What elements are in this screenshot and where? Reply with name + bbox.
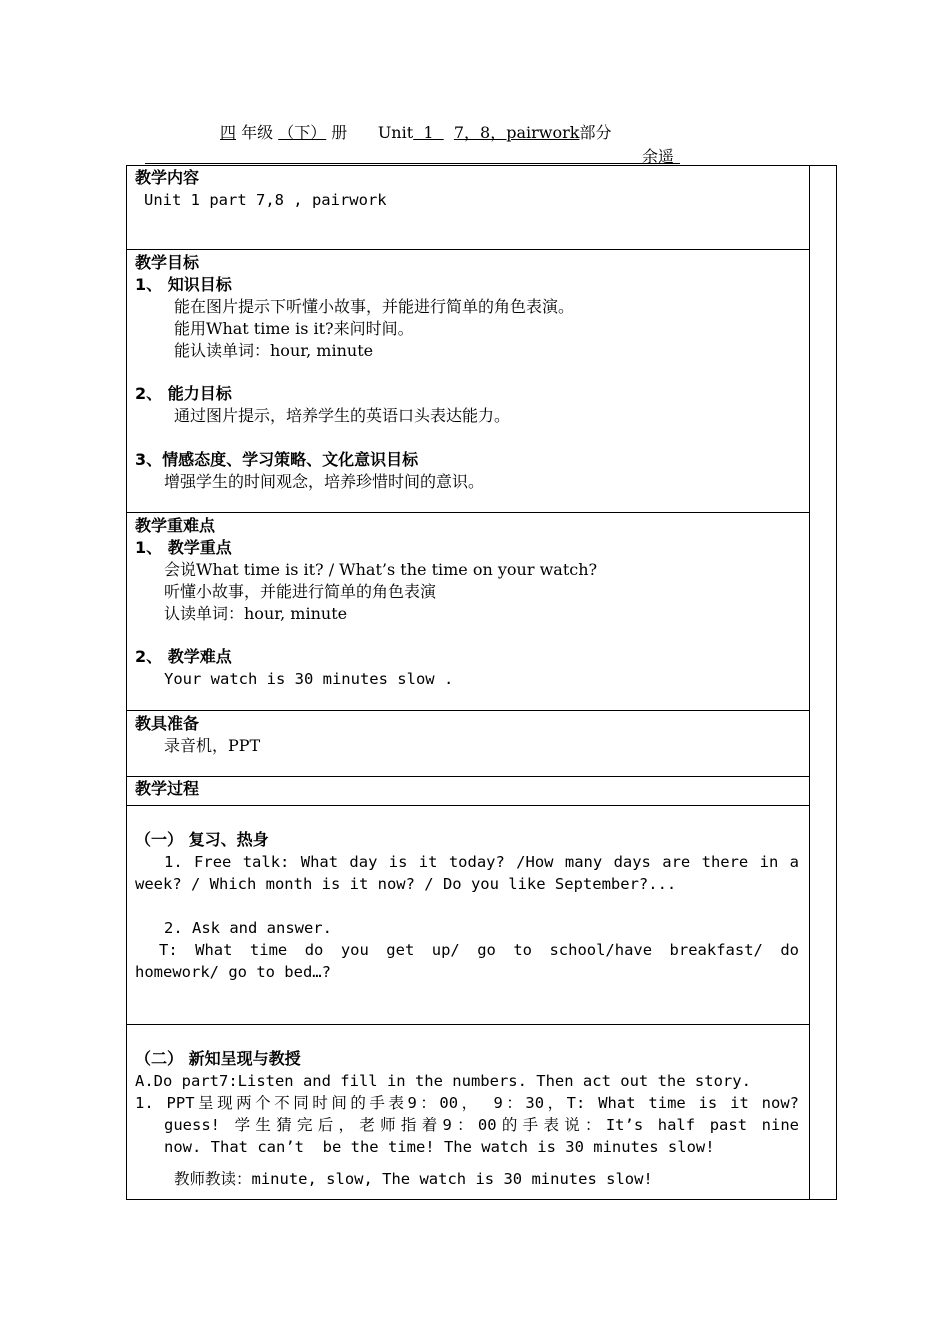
- content-heading: 教学内容: [135, 168, 200, 187]
- header-rule: [145, 163, 680, 164]
- goals-heading: 教学目标: [135, 253, 200, 272]
- section-content: [126, 165, 809, 250]
- presentation-title: （二） 新知呈现与教授: [135, 1049, 301, 1068]
- grade-value: 四: [220, 123, 237, 142]
- section-process-header: [126, 777, 809, 806]
- header-title-line: [220, 120, 611, 143]
- section-warmup: [126, 806, 809, 1025]
- knowledge-goal-item: 能认读单词：hour, minute: [174, 341, 374, 360]
- difficulty-title: 2、 教学难点: [135, 647, 232, 666]
- knowledge-goal-item: 能在图片提示下听懂小故事，并能进行简单的角色表演。: [174, 297, 575, 316]
- parts-suffix: 部分: [579, 123, 612, 142]
- warmup-item1-line2: week? / Which month is it now? / Do you like September?...: [135, 875, 677, 893]
- step1-line1: 1. PPT呈现两个不同时间的手表9：00， 9：30，T: What time is it now?: [135, 1094, 799, 1112]
- grade-suffix: 年级: [236, 123, 279, 142]
- teacher-reads-line: 教师教读：minute, slow, The watch is 30 minutes slow!: [174, 1170, 653, 1188]
- focus-item: 听懂小故事，并能进行简单的角色表演: [164, 582, 437, 601]
- knowledge-goal-title: 1、 知识目标: [135, 275, 232, 294]
- step1-line2: guess! 学生猜完后，老师指着9：00的手表说：It’s half past nine: [164, 1116, 799, 1134]
- focus-item: 会说What time is it? / What’s the time on your watch?: [164, 560, 598, 579]
- focus-item: 认读单词：hour, minute: [164, 604, 348, 623]
- warmup-item2-t-line1: T: What time do you get up/ go to school/have breakfast/ do: [159, 941, 799, 959]
- volume-suffix: 册 Unit: [326, 123, 414, 142]
- document-header: [0, 118, 950, 168]
- part-a-instruction: A.Do part7:Listen and fill in the numbers. Then act out the story.: [135, 1072, 751, 1090]
- section-goals: [126, 250, 809, 513]
- warmup-item1-line1: 1. Free talk: What day is it today? /How many days are there in a: [164, 853, 799, 871]
- unit-value: 1: [413, 123, 444, 142]
- materials-text: 录音机，PPT: [164, 736, 261, 755]
- difficulty-text: Your watch is 30 minutes slow .: [164, 670, 454, 688]
- key-points-heading: 教学重难点: [135, 516, 216, 535]
- ability-goal-title: 2、 能力目标: [135, 384, 232, 403]
- ability-goal-text: 通过图片提示，培养学生的英语口头表达能力。: [174, 406, 511, 425]
- step1-line3: now. That can’t be the time! The watch is 30 minutes slow!: [164, 1138, 715, 1156]
- knowledge-goal-item: 能用What time is it?来问时间。: [174, 319, 414, 338]
- author-name: 余遥: [642, 147, 675, 166]
- emotion-goal-title: 3、情感态度、学习策略、文化意识目标: [135, 450, 419, 469]
- table-right-column: [809, 165, 810, 1200]
- warmup-item2: 2. Ask and answer.: [164, 919, 332, 937]
- process-heading: 教学过程: [135, 779, 200, 798]
- parts-value: 7，8，pairwork: [453, 123, 580, 142]
- warmup-title: （一） 复习、热身: [135, 830, 269, 849]
- section-key-points: [126, 513, 809, 711]
- volume-value: （下）: [278, 123, 327, 142]
- warmup-item2-t-line2: homework/ go to bed…?: [135, 963, 331, 981]
- content-text: Unit 1 part 7,8 , pairwork: [144, 191, 387, 209]
- emotion-goal-text: 增强学生的时间观念，培养珍惜时间的意识。: [164, 472, 485, 491]
- materials-heading: 教具准备: [135, 714, 200, 733]
- section-materials: [126, 711, 809, 777]
- section-presentation: [126, 1025, 809, 1200]
- focus-title: 1、 教学重点: [135, 538, 232, 557]
